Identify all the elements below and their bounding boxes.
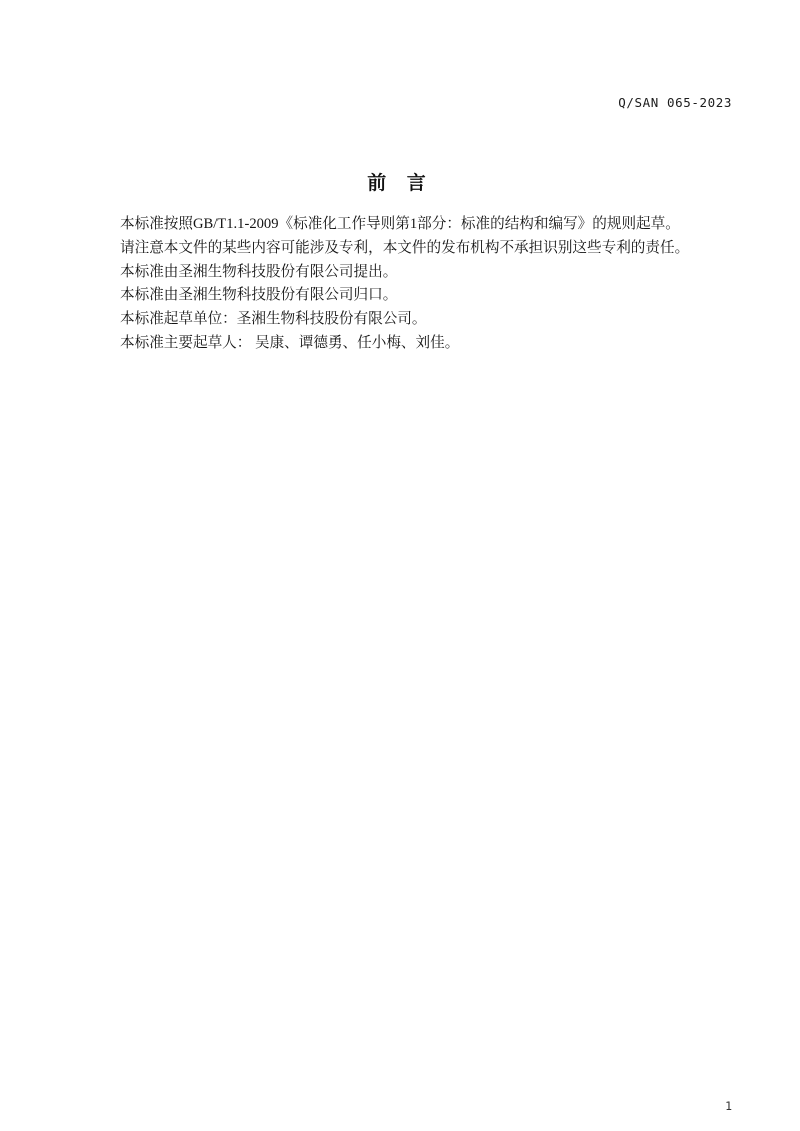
paragraph: 本标准按照GB/T1.1-2009《标准化工作导则第1部分：标准的结构和编写》的规则起草。 — [120, 216, 680, 232]
paragraph: 本标准起草单位：圣湘生物科技股份有限公司。 — [120, 311, 427, 328]
paragraph: 请注意本文件的某些内容可能涉及专利，本文件的发布机构不承担识别这些专利的责任。 — [120, 239, 690, 256]
foreword-body — [120, 213, 690, 356]
paragraph: 本标准由圣湘生物科技股份有限公司提出。 — [120, 263, 398, 280]
standard-number-header: Q/SAN 065-2023 — [618, 95, 732, 110]
paragraph: 本标准由圣湘生物科技股份有限公司归口。 — [120, 287, 398, 304]
page-number: 1 — [725, 1099, 732, 1113]
paragraph: 本标准主要起草人： 吴康、谭德勇、任小梅、刘佳。 — [120, 334, 460, 351]
page-title: 前 言 — [367, 172, 433, 194]
